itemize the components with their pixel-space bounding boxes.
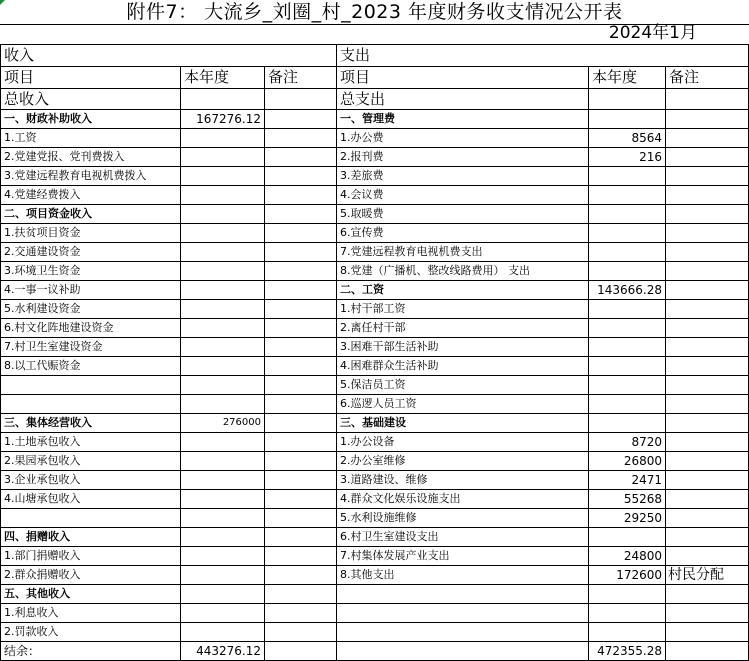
expense-item-cell: 三、基础建设 [337, 414, 589, 433]
expense-value-cell: 2471 [589, 471, 666, 490]
expense-value-cell [589, 167, 666, 186]
income-item-cell: 1.利息收入 [1, 604, 181, 623]
income-value-cell: 167276.12 [181, 110, 265, 129]
expense-note-cell [666, 186, 749, 205]
expense-value-cell: 55268 [589, 490, 666, 509]
balance-income-note [265, 642, 337, 661]
table-row [1, 509, 749, 528]
table-row [1, 357, 749, 376]
income-item-cell: 1.土地承包收入 [1, 433, 181, 452]
expense-note-cell [666, 509, 749, 528]
expense-item-cell: 5.保洁员工资 [337, 376, 589, 395]
income-note-cell [265, 243, 337, 262]
table-row [1, 281, 749, 300]
col-item-header: 项目 [1, 67, 181, 89]
expense-item-cell: 8.其他支出 [337, 566, 589, 585]
col-year-header: 本年度 [181, 67, 265, 89]
expense-note-cell [666, 148, 749, 167]
table-row [1, 623, 749, 642]
income-value-cell [181, 186, 265, 205]
expense-item-cell: 5.取暖费 [337, 205, 589, 224]
expense-note-cell [666, 490, 749, 509]
expense-value-cell [589, 338, 666, 357]
expense-note-cell [666, 205, 749, 224]
income-value-cell [181, 490, 265, 509]
page-title: 附件7： 大流乡_刘圈_村_2023 年度财务收支情况公开表 [126, 1, 623, 23]
expense-item-cell: 6.村卫生室建设支出 [337, 528, 589, 547]
table-row [1, 395, 749, 414]
expense-note-cell [666, 300, 749, 319]
income-item-cell: 3.党建远程教育电视机费拨入 [1, 167, 181, 186]
table-row [1, 566, 749, 585]
income-item-cell: 6.村文化阵地建设资金 [1, 319, 181, 338]
income-value-cell [181, 471, 265, 490]
income-value-cell [181, 376, 265, 395]
income-item-cell: 4.山塘承包收入 [1, 490, 181, 509]
total-row [1, 89, 749, 110]
table-row [1, 319, 749, 338]
income-note-cell [265, 528, 337, 547]
total-expense-note [666, 89, 749, 110]
table-row [1, 243, 749, 262]
expense-value-cell [589, 376, 666, 395]
income-value-cell [181, 547, 265, 566]
expense-note-cell [666, 167, 749, 186]
income-value-cell [181, 319, 265, 338]
income-value-cell [181, 300, 265, 319]
balance-label: 结余： [1, 642, 181, 661]
income-value-cell [181, 338, 265, 357]
income-item-cell: 8.以工代赈资金 [1, 357, 181, 376]
expense-note-cell [666, 414, 749, 433]
expense-value-cell: 216 [589, 148, 666, 167]
expense-value-cell [589, 414, 666, 433]
expense-item-cell: 2.离任村干部 [337, 319, 589, 338]
expense-value-cell [589, 585, 666, 604]
table-row [1, 585, 749, 604]
table-row [1, 110, 749, 129]
finance-table [0, 44, 749, 661]
income-item-cell: 2.群众捐赠收入 [1, 566, 181, 585]
table-row [1, 300, 749, 319]
income-item-cell: 2.果园承包收入 [1, 452, 181, 471]
income-note-cell [265, 281, 337, 300]
income-item-cell: 2.罚款收入 [1, 623, 181, 642]
table-row [1, 604, 749, 623]
total-income-note [265, 89, 337, 110]
expense-note-cell [666, 262, 749, 281]
income-note-cell [265, 319, 337, 338]
income-item-cell: 4.一事一议补助 [1, 281, 181, 300]
table-row [1, 376, 749, 395]
expense-item-cell: 2.办公室维修 [337, 452, 589, 471]
table-row [1, 490, 749, 509]
expense-value-cell [589, 604, 666, 623]
table-row [1, 224, 749, 243]
expense-value-cell [589, 205, 666, 224]
income-item-cell: 三、集体经营收入 [1, 414, 181, 433]
income-note-cell [265, 376, 337, 395]
total-income-label: 总收入 [1, 89, 181, 110]
income-note-cell [265, 129, 337, 148]
balance-row [1, 642, 749, 661]
expense-item-cell: 4.会议费 [337, 186, 589, 205]
balance-expense-note [666, 642, 749, 661]
expense-note-cell [666, 319, 749, 338]
income-item-cell [1, 509, 181, 528]
income-item-cell: 3.环境卫生资金 [1, 262, 181, 281]
expense-value-cell: 29250 [589, 509, 666, 528]
income-value-cell [181, 585, 265, 604]
income-item-cell: 3.企业承包收入 [1, 471, 181, 490]
income-note-cell [265, 471, 337, 490]
table-row [1, 186, 749, 205]
income-value-cell [181, 281, 265, 300]
income-value-cell [181, 243, 265, 262]
expense-note-cell [666, 604, 749, 623]
expense-note-cell [666, 110, 749, 129]
expense-note-cell [666, 376, 749, 395]
income-item-cell: 2.交通建设资金 [1, 243, 181, 262]
expense-item-cell: 5.水利设施维修 [337, 509, 589, 528]
income-item-cell: 1.部门捐赠收入 [1, 547, 181, 566]
income-note-cell [265, 357, 337, 376]
income-note-cell [265, 338, 337, 357]
income-value-cell [181, 452, 265, 471]
balance-expense-total: 472355.28 [589, 642, 666, 661]
expense-item-cell: 6.宣传费 [337, 224, 589, 243]
table-row [1, 338, 749, 357]
income-value-cell [181, 129, 265, 148]
expense-item-cell [337, 623, 589, 642]
income-note-cell [265, 148, 337, 167]
income-item-cell [1, 376, 181, 395]
income-value-cell [181, 205, 265, 224]
income-item-cell: 五、其他收入 [1, 585, 181, 604]
income-note-cell [265, 433, 337, 452]
expense-item-cell: 二、工资 [337, 281, 589, 300]
income-note-cell [265, 566, 337, 585]
expense-note-cell [666, 433, 749, 452]
expense-value-cell [589, 243, 666, 262]
table-row [1, 262, 749, 281]
section-header-row [1, 45, 749, 67]
income-note-cell [265, 490, 337, 509]
expense-value-cell [589, 623, 666, 642]
expense-item-cell: 2.报刊费 [337, 148, 589, 167]
col-item-header-right: 项目 [337, 67, 589, 89]
income-note-cell [265, 186, 337, 205]
balance-expense-blank [337, 642, 589, 661]
expense-item-cell: 1.村干部工资 [337, 300, 589, 319]
income-note-cell [265, 224, 337, 243]
expense-note-cell [666, 129, 749, 148]
expense-note-cell [666, 623, 749, 642]
expense-value-cell [589, 300, 666, 319]
expense-item-cell: 1.办公费 [337, 129, 589, 148]
income-item-cell [1, 395, 181, 414]
expense-value-cell [589, 262, 666, 281]
income-value-cell [181, 167, 265, 186]
income-value-cell [181, 509, 265, 528]
expense-value-cell [589, 186, 666, 205]
income-note-cell [265, 205, 337, 224]
income-value-cell: 276000 [181, 414, 265, 433]
income-note-cell [265, 395, 337, 414]
income-note-cell [265, 509, 337, 528]
income-item-cell: 7.村卫生室建设资金 [1, 338, 181, 357]
income-item-cell: 2.党建党报、党刊费拨入 [1, 148, 181, 167]
income-item-cell: 四、捐赠收入 [1, 528, 181, 547]
income-note-cell [265, 604, 337, 623]
expense-item-cell: 6.巡逻人员工资 [337, 395, 589, 414]
income-value-cell [181, 224, 265, 243]
expense-item-cell [337, 604, 589, 623]
col-note-header-right: 备注 [666, 67, 749, 89]
expense-value-cell [589, 224, 666, 243]
income-note-cell [265, 452, 337, 471]
expense-item-cell [337, 585, 589, 604]
income-value-cell [181, 433, 265, 452]
expense-value-cell: 8720 [589, 433, 666, 452]
expense-value-cell [589, 395, 666, 414]
table-row [1, 452, 749, 471]
income-value-cell [181, 566, 265, 585]
expense-item-cell: 7.党建远程教育电视机费支出 [337, 243, 589, 262]
expense-header: 支出 [337, 45, 749, 67]
expense-item-cell: 3.差旅费 [337, 167, 589, 186]
total-expense-label: 总支出 [337, 89, 589, 110]
income-value-cell [181, 148, 265, 167]
col-year-header-right: 本年度 [589, 67, 666, 89]
col-note-header: 备注 [265, 67, 337, 89]
expense-note-cell [666, 585, 749, 604]
column-header-row [1, 67, 749, 89]
expense-value-cell: 26800 [589, 452, 666, 471]
income-note-cell [265, 414, 337, 433]
table-row [1, 205, 749, 224]
expense-note-cell [666, 338, 749, 357]
expense-note-cell [666, 243, 749, 262]
income-note-cell [265, 547, 337, 566]
expense-note-cell [666, 395, 749, 414]
income-item-cell: 一、财政补助收入 [1, 110, 181, 129]
income-value-cell [181, 395, 265, 414]
expense-note-cell [666, 471, 749, 490]
report-date: 2024年1月 [608, 23, 697, 43]
income-value-cell [181, 604, 265, 623]
expense-value-cell [589, 528, 666, 547]
expense-item-cell: 4.群众文化娱乐设施支出 [337, 490, 589, 509]
expense-item-cell: 4.困难群众生活补助 [337, 357, 589, 376]
total-expense-value [589, 89, 666, 110]
income-item-cell: 5.水利建设资金 [1, 300, 181, 319]
income-header: 收入 [1, 45, 337, 67]
expense-note-cell [666, 528, 749, 547]
table-row [1, 433, 749, 452]
income-value-cell [181, 357, 265, 376]
income-item-cell: 1.扶贫项目资金 [1, 224, 181, 243]
income-note-cell [265, 167, 337, 186]
income-item-cell: 4.党建经费拨入 [1, 186, 181, 205]
income-note-cell [265, 623, 337, 642]
table-row [1, 129, 749, 148]
expense-item-cell: 7.村集体发展产业支出 [337, 547, 589, 566]
table-row [1, 528, 749, 547]
income-note-cell [265, 585, 337, 604]
table-row [1, 167, 749, 186]
income-value-cell [181, 623, 265, 642]
expense-note-cell [666, 224, 749, 243]
expense-value-cell [589, 319, 666, 338]
expense-note-cell [666, 547, 749, 566]
income-value-cell [181, 528, 265, 547]
income-item-cell: 1.工资 [1, 129, 181, 148]
expense-value-cell: 143666.28 [589, 281, 666, 300]
expense-item-cell: 8.党建（广播机、整改线路费用） 支出 [337, 262, 589, 281]
expense-item-cell: 一、管理费 [337, 110, 589, 129]
table-row [1, 414, 749, 433]
expense-value-cell: 24800 [589, 547, 666, 566]
expense-value-cell: 172600 [589, 566, 666, 585]
expense-note-cell: 村民分配 [666, 566, 749, 585]
expense-value-cell [589, 357, 666, 376]
expense-value-cell: 8564 [589, 129, 666, 148]
expense-note-cell [666, 281, 749, 300]
expense-item-cell: 1.办公设备 [337, 433, 589, 452]
balance-income-total: 443276.12 [181, 642, 265, 661]
income-value-cell [181, 262, 265, 281]
expense-item-cell: 3.困难干部生活补助 [337, 338, 589, 357]
income-note-cell [265, 262, 337, 281]
expense-value-cell [589, 110, 666, 129]
total-income-value [181, 89, 265, 110]
table-row [1, 148, 749, 167]
expense-note-cell [666, 452, 749, 471]
expense-note-cell [666, 357, 749, 376]
income-note-cell [265, 300, 337, 319]
income-note-cell [265, 110, 337, 129]
table-row [1, 471, 749, 490]
income-item-cell: 二、项目资金收入 [1, 205, 181, 224]
expense-item-cell: 3.道路建设、维修 [337, 471, 589, 490]
table-row [1, 547, 749, 566]
